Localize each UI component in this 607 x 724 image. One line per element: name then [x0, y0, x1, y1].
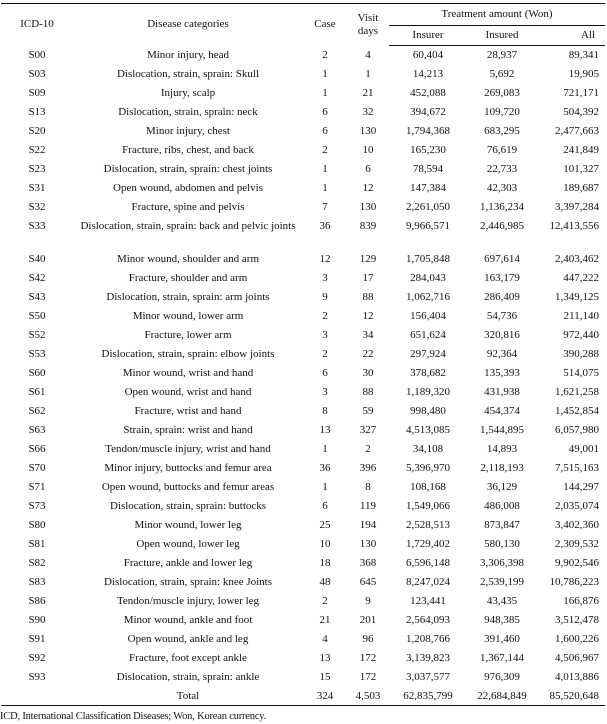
cell-disease: Dislocation, strain, sprain: chest joints [103, 163, 273, 175]
cell-icd: S71 [28, 481, 46, 493]
cell-visit-days: 12 [362, 182, 374, 194]
cell-case: 1 [322, 443, 328, 455]
total-row [1, 687, 605, 706]
cell-visit-days: 30 [362, 367, 374, 379]
cell-case: 25 [319, 519, 331, 531]
cell-icd: S80 [28, 519, 46, 531]
table-body [1, 46, 605, 706]
table-header [1, 4, 605, 46]
table-row [1, 160, 605, 179]
header-treatment-amount: Treatment amount (Won) [389, 4, 605, 26]
cell-all: 89,341 [568, 49, 599, 61]
cell-all: 2,477,663 [555, 125, 599, 137]
cell-case: 6 [322, 500, 328, 512]
cell-visit-days: 172 [359, 671, 377, 683]
cell-visit-days: 12 [362, 310, 374, 322]
table-row [1, 345, 605, 364]
header-visit-days [347, 4, 389, 46]
table-row [1, 141, 605, 160]
cell-visit-days: 2 [365, 443, 371, 455]
cell-disease: Fracture, lower arm [144, 329, 232, 341]
cell-insurer: 8,247,024 [406, 576, 450, 588]
header-disease: Disease categories [73, 4, 303, 46]
cell-icd: S43 [28, 291, 46, 303]
cell-disease: Fracture, wrist and hand [134, 405, 242, 417]
cell-visit-days: 130 [359, 538, 377, 550]
cell-icd: S92 [28, 652, 46, 664]
cell-icd: S63 [28, 424, 46, 436]
cell-icd: S31 [28, 182, 46, 194]
cell-insured: 22,733 [486, 163, 518, 175]
cell-all: 1,349,125 [555, 291, 599, 303]
table-row [1, 307, 605, 326]
cell-all: 390,288 [563, 348, 599, 360]
cell-all: 1,600,226 [555, 633, 599, 645]
cell-disease: Dislocation, strain, sprain: neck [118, 106, 258, 118]
cell-insurer: 452,088 [410, 87, 446, 99]
cell-insurer: 1,549,066 [406, 500, 450, 512]
cell-visit-days: 129 [359, 253, 377, 265]
cell-case: 3 [322, 386, 328, 398]
cell-icd: S73 [28, 500, 46, 512]
cell-visit-days: 22 [362, 348, 374, 360]
cell-case: 12 [319, 253, 331, 265]
cell-insured: 135,393 [484, 367, 520, 379]
cell-icd: S86 [28, 595, 46, 607]
cell-visit-days: 4 [365, 48, 371, 61]
cell-insured: 76,619 [486, 144, 518, 156]
cell-icd: S00 [28, 48, 46, 61]
cell-insurer: 60,404 [412, 49, 444, 61]
cell-insured: 1,544,895 [480, 424, 524, 436]
cell-all: 3,402,360 [555, 519, 599, 531]
cell-insured: 486,008 [484, 500, 520, 512]
cell-case: 3 [322, 329, 328, 341]
cell-visit-days: 8 [365, 481, 371, 493]
cell-disease: Strain, sprain: wrist and hand [123, 424, 253, 436]
cell-insured: 2,446,985 [480, 220, 524, 232]
cell-insurer: 1,794,368 [406, 125, 450, 137]
table-row [1, 668, 605, 687]
table-row [1, 630, 605, 649]
cell-icd: S50 [28, 310, 46, 322]
cell-disease: Open wound, wrist and hand [124, 386, 252, 398]
total-insurer: 62,835,799 [389, 687, 467, 706]
cell-all: 4,506,967 [555, 652, 599, 664]
cell-case: 2 [322, 348, 328, 360]
cell-insured: 391,460 [484, 633, 520, 645]
cell-insured: 976,309 [484, 671, 520, 683]
header-visit-days-label: Visit days [357, 11, 379, 37]
total-insured: 22,684,849 [467, 687, 537, 706]
cell-case: 1 [322, 182, 328, 194]
cell-all: 166,876 [563, 595, 599, 607]
cell-insured: 431,938 [484, 386, 520, 398]
cell-icd: S81 [28, 538, 46, 550]
header-case: Case [303, 4, 347, 46]
cell-disease: Minor wound, ankle and foot [123, 614, 253, 626]
total-label: Total [73, 687, 303, 706]
footnote: ICD, International Classification Diseases; Won, Korean currency. [0, 711, 267, 722]
cell-insurer: 297,924 [410, 348, 446, 360]
cell-disease: Tendon/muscle injury, wrist and hand [105, 443, 271, 455]
cell-disease: Fracture, foot except ankle [129, 652, 247, 664]
cell-insurer: 4,513,085 [406, 424, 450, 436]
cell-case: 13 [319, 424, 331, 436]
cell-visit-days: 10 [362, 144, 374, 156]
table-row [1, 217, 605, 250]
cell-insured: 163,179 [484, 272, 520, 284]
cell-icd: S22 [28, 144, 46, 156]
cell-case: 2 [322, 144, 328, 156]
cell-insurer: 1,729,402 [406, 538, 450, 550]
cell-all: 4,013,886 [555, 671, 599, 683]
cell-insurer: 1,705,848 [406, 253, 450, 265]
cell-insured: 873,847 [484, 519, 520, 531]
cell-all: 12,413,556 [549, 220, 599, 232]
cell-visit-days: 59 [362, 405, 374, 417]
cell-insured: 14,893 [486, 443, 518, 455]
cell-insured: 948,385 [484, 614, 520, 626]
table-row [1, 421, 605, 440]
cell-visit-days: 21 [362, 87, 374, 99]
table-row [1, 65, 605, 84]
cell-case: 1 [322, 163, 328, 175]
cell-all: 3,397,284 [555, 201, 599, 213]
cell-icd: S62 [28, 405, 46, 417]
cell-visit-days: 839 [359, 220, 377, 232]
cell-all: 2,403,462 [555, 253, 599, 265]
cell-case: 48 [319, 576, 331, 588]
total-all: 85,520,648 [537, 687, 605, 706]
cell-case: 6 [322, 125, 328, 137]
cell-insurer: 394,672 [410, 106, 446, 118]
table-row [1, 198, 605, 217]
cell-disease: Minor injury, chest [146, 125, 230, 137]
cell-disease: Dislocation, strain, sprain: back and pelvic joints [80, 220, 296, 232]
table-row [1, 459, 605, 478]
cell-disease: Minor wound, lower leg [134, 519, 242, 531]
cell-insured: 580,130 [484, 538, 520, 550]
cell-disease: Minor wound, lower arm [132, 310, 244, 322]
cell-all: 189,687 [563, 182, 599, 194]
cell-all: 144,297 [563, 481, 599, 493]
cell-disease: Tendon/muscle injury, lower leg [116, 595, 260, 607]
cell-icd: S23 [28, 163, 46, 175]
cell-case: 9 [322, 291, 328, 303]
cell-all: 2,309,532 [555, 538, 599, 550]
cell-icd: S42 [28, 272, 46, 284]
cell-insured: 28,937 [486, 49, 518, 61]
cell-icd: S66 [28, 443, 46, 455]
cell-insurer: 34,108 [412, 443, 444, 455]
cell-visit-days: 6 [365, 163, 371, 175]
cell-insured: 43,435 [486, 595, 518, 607]
cell-case: 18 [319, 557, 331, 569]
cell-insurer: 3,139,823 [406, 652, 450, 664]
table-row [1, 497, 605, 516]
cell-disease: Minor injury, head [146, 48, 230, 61]
cell-insured: 36,129 [486, 481, 518, 493]
cell-insured: 2,118,193 [480, 462, 524, 474]
cell-insured: 286,409 [484, 291, 520, 303]
cell-icd: S13 [28, 106, 46, 118]
cell-case: 2 [322, 48, 328, 61]
cell-insured: 454,374 [484, 405, 520, 417]
cell-all: 2,035,074 [555, 500, 599, 512]
cell-insured: 2,539,199 [480, 576, 524, 588]
cell-icd: S83 [28, 576, 46, 588]
cell-insurer: 5,396,970 [406, 462, 450, 474]
cell-insurer: 1,062,716 [406, 291, 450, 303]
cell-visit-days: 119 [359, 500, 377, 512]
cell-insurer: 3,037,577 [406, 671, 450, 683]
cell-all: 241,849 [563, 144, 599, 156]
cell-insurer: 108,168 [410, 481, 446, 493]
cell-icd: S70 [28, 462, 46, 474]
cell-disease: Fracture, ribs, chest, and back [122, 144, 254, 156]
cell-visit-days: 32 [362, 106, 374, 118]
cell-insured: 92,364 [486, 348, 518, 360]
cell-insured: 42,303 [486, 182, 518, 194]
cell-insured: 697,614 [484, 253, 520, 265]
cell-insured: 109,720 [484, 106, 520, 118]
cell-disease: Dislocation, strain, sprain: elbow joints [101, 348, 275, 360]
cell-insurer: 1,208,766 [406, 633, 450, 645]
table-row [1, 611, 605, 630]
cell-all: 972,440 [563, 329, 599, 341]
cell-insurer: 651,624 [410, 329, 446, 341]
cell-visit-days: 396 [359, 462, 377, 474]
table-row [1, 516, 605, 535]
table-row [1, 269, 605, 288]
cell-insured: 683,295 [484, 125, 520, 137]
table-row [1, 649, 605, 668]
cell-disease: Dislocation, strain, sprain: arm joints [106, 291, 270, 303]
cell-case: 1 [322, 481, 328, 493]
cell-case: 8 [322, 405, 328, 417]
table-container [0, 3, 607, 722]
cell-insured: 5,692 [489, 68, 515, 80]
cell-insured: 54,736 [486, 310, 518, 322]
cell-case: 15 [319, 671, 331, 683]
header-icd: ICD-10 [1, 4, 73, 46]
cell-disease: Open wound, ankle and leg [127, 633, 249, 645]
cell-disease: Dislocation, strain, sprain: Skull [116, 68, 260, 80]
cell-insurer: 2,528,513 [406, 519, 450, 531]
table-row [1, 535, 605, 554]
cell-insurer: 78,594 [412, 163, 444, 175]
cell-insured: 1,367,144 [480, 652, 524, 664]
cell-case: 7 [322, 201, 328, 213]
cell-icd: S03 [28, 68, 46, 80]
table-row [1, 402, 605, 421]
table-row [1, 364, 605, 383]
cell-icd: S40 [28, 253, 46, 265]
cell-insurer: 2,564,093 [406, 614, 450, 626]
cell-visit-days: 88 [362, 386, 374, 398]
cell-disease: Open wound, buttocks and femur areas [101, 481, 275, 493]
cell-insurer: 156,404 [410, 310, 446, 322]
table-row [1, 46, 605, 66]
cell-visit-days: 130 [359, 125, 377, 137]
cell-insurer: 2,261,050 [406, 201, 450, 213]
cell-insured: 3,306,398 [480, 557, 524, 569]
cell-icd: S60 [28, 367, 46, 379]
total-case: 324 [303, 687, 347, 706]
cell-visit-days: 368 [359, 557, 377, 569]
treatment-amount-table [1, 3, 605, 706]
cell-all: 9,902,546 [555, 557, 599, 569]
table-row [1, 250, 605, 269]
cell-insurer: 1,189,320 [406, 386, 450, 398]
cell-all: 211,140 [563, 310, 599, 322]
cell-icd: S32 [28, 201, 46, 213]
cell-case: 10 [319, 538, 331, 550]
cell-visit-days: 194 [359, 519, 377, 531]
cell-icd: S09 [28, 87, 46, 99]
cell-insurer: 284,043 [410, 272, 446, 284]
cell-case: 6 [322, 106, 328, 118]
cell-disease: Minor wound, wrist and hand [122, 367, 254, 379]
cell-all: 514,075 [563, 367, 599, 379]
cell-icd: S33 [28, 220, 46, 232]
cell-icd: S93 [28, 671, 46, 683]
cell-icd-empty [1, 687, 73, 706]
cell-all: 447,222 [563, 272, 599, 284]
cell-all: 10,786,223 [549, 576, 599, 588]
cell-all: 1,452,854 [555, 405, 599, 417]
cell-case: 6 [322, 367, 328, 379]
cell-all: 6,057,980 [555, 424, 599, 436]
cell-icd: S20 [28, 125, 46, 137]
cell-insurer: 14,213 [412, 68, 444, 80]
cell-insured: 269,083 [484, 87, 520, 99]
cell-insurer: 9,966,571 [406, 220, 450, 232]
cell-all: 1,621,258 [555, 386, 599, 398]
cell-case: 13 [319, 652, 331, 664]
cell-visit-days: 34 [362, 329, 374, 341]
cell-icd: S90 [28, 614, 46, 626]
cell-disease: Dislocation, strain, sprain: ankle [116, 671, 260, 683]
header-insured: Insured [467, 26, 537, 46]
cell-visit-days: 130 [359, 201, 377, 213]
cell-insurer: 165,230 [410, 144, 446, 156]
table-row [1, 573, 605, 592]
cell-all: 19,905 [568, 68, 599, 80]
cell-insured: 1,136,234 [480, 201, 524, 213]
cell-icd: S82 [28, 557, 46, 569]
cell-visit-days: 88 [362, 291, 374, 303]
cell-all: 101,327 [563, 163, 599, 175]
cell-visit-days: 172 [359, 652, 377, 664]
cell-visit-days: 1 [365, 68, 371, 80]
cell-case: 36 [319, 220, 331, 232]
cell-visit-days: 96 [362, 633, 374, 645]
cell-disease: Open wound, abdomen and pelvis [113, 182, 263, 194]
table-row [1, 592, 605, 611]
header-insurer: Insurer [389, 26, 467, 46]
cell-case: 3 [322, 272, 328, 284]
cell-case: 4 [322, 633, 328, 645]
table-row [1, 179, 605, 198]
cell-insurer: 123,441 [410, 595, 446, 607]
table-row [1, 84, 605, 103]
cell-case: 1 [322, 87, 328, 99]
cell-visit-days: 645 [359, 576, 377, 588]
cell-disease: Minor wound, shoulder and arm [116, 253, 260, 265]
cell-disease: Open wound, lower leg [136, 538, 240, 550]
cell-disease: Minor injury, buttocks and femur area [104, 462, 272, 474]
table-row [1, 383, 605, 402]
cell-insurer: 147,384 [410, 182, 446, 194]
total-visit-days: 4,503 [347, 687, 389, 706]
cell-disease: Fracture, spine and pelvis [131, 201, 245, 213]
cell-insurer: 998,480 [410, 405, 446, 417]
table-row [1, 326, 605, 345]
cell-all: 3,512,478 [555, 614, 599, 626]
cell-insurer: 6,596,148 [406, 557, 450, 569]
cell-case: 21 [319, 614, 331, 626]
table-row [1, 440, 605, 459]
table-row [1, 103, 605, 122]
cell-insurer: 378,682 [410, 367, 446, 379]
cell-icd: S91 [28, 633, 46, 645]
cell-disease: Fracture, ankle and lower leg [123, 557, 253, 569]
cell-insured: 320,816 [484, 329, 520, 341]
cell-disease: Injury, scalp [160, 87, 216, 99]
cell-icd: S53 [28, 348, 46, 360]
cell-all: 7,515,163 [555, 462, 599, 474]
cell-visit-days: 327 [359, 424, 377, 436]
header-all: All [537, 26, 605, 46]
table-row [1, 288, 605, 307]
cell-case: 2 [322, 595, 328, 607]
cell-disease: Dislocation, strain, sprain: buttocks [109, 500, 267, 512]
cell-all: 721,171 [563, 87, 599, 99]
table-row [1, 478, 605, 497]
cell-case: 2 [322, 310, 328, 322]
cell-case: 36 [319, 462, 331, 474]
cell-all: 49,001 [568, 443, 599, 455]
table-row [1, 122, 605, 141]
cell-visit-days: 201 [359, 614, 377, 626]
cell-disease: Dislocation, strain, sprain: knee Joints [103, 576, 273, 588]
cell-all: 504,392 [563, 106, 599, 118]
table-row [1, 554, 605, 573]
cell-icd: S52 [28, 329, 46, 341]
cell-disease: Fracture, shoulder and arm [128, 272, 248, 284]
cell-icd: S61 [28, 386, 46, 398]
cell-case: 1 [322, 68, 328, 80]
cell-visit-days: 17 [362, 272, 374, 284]
cell-visit-days: 9 [365, 595, 371, 607]
